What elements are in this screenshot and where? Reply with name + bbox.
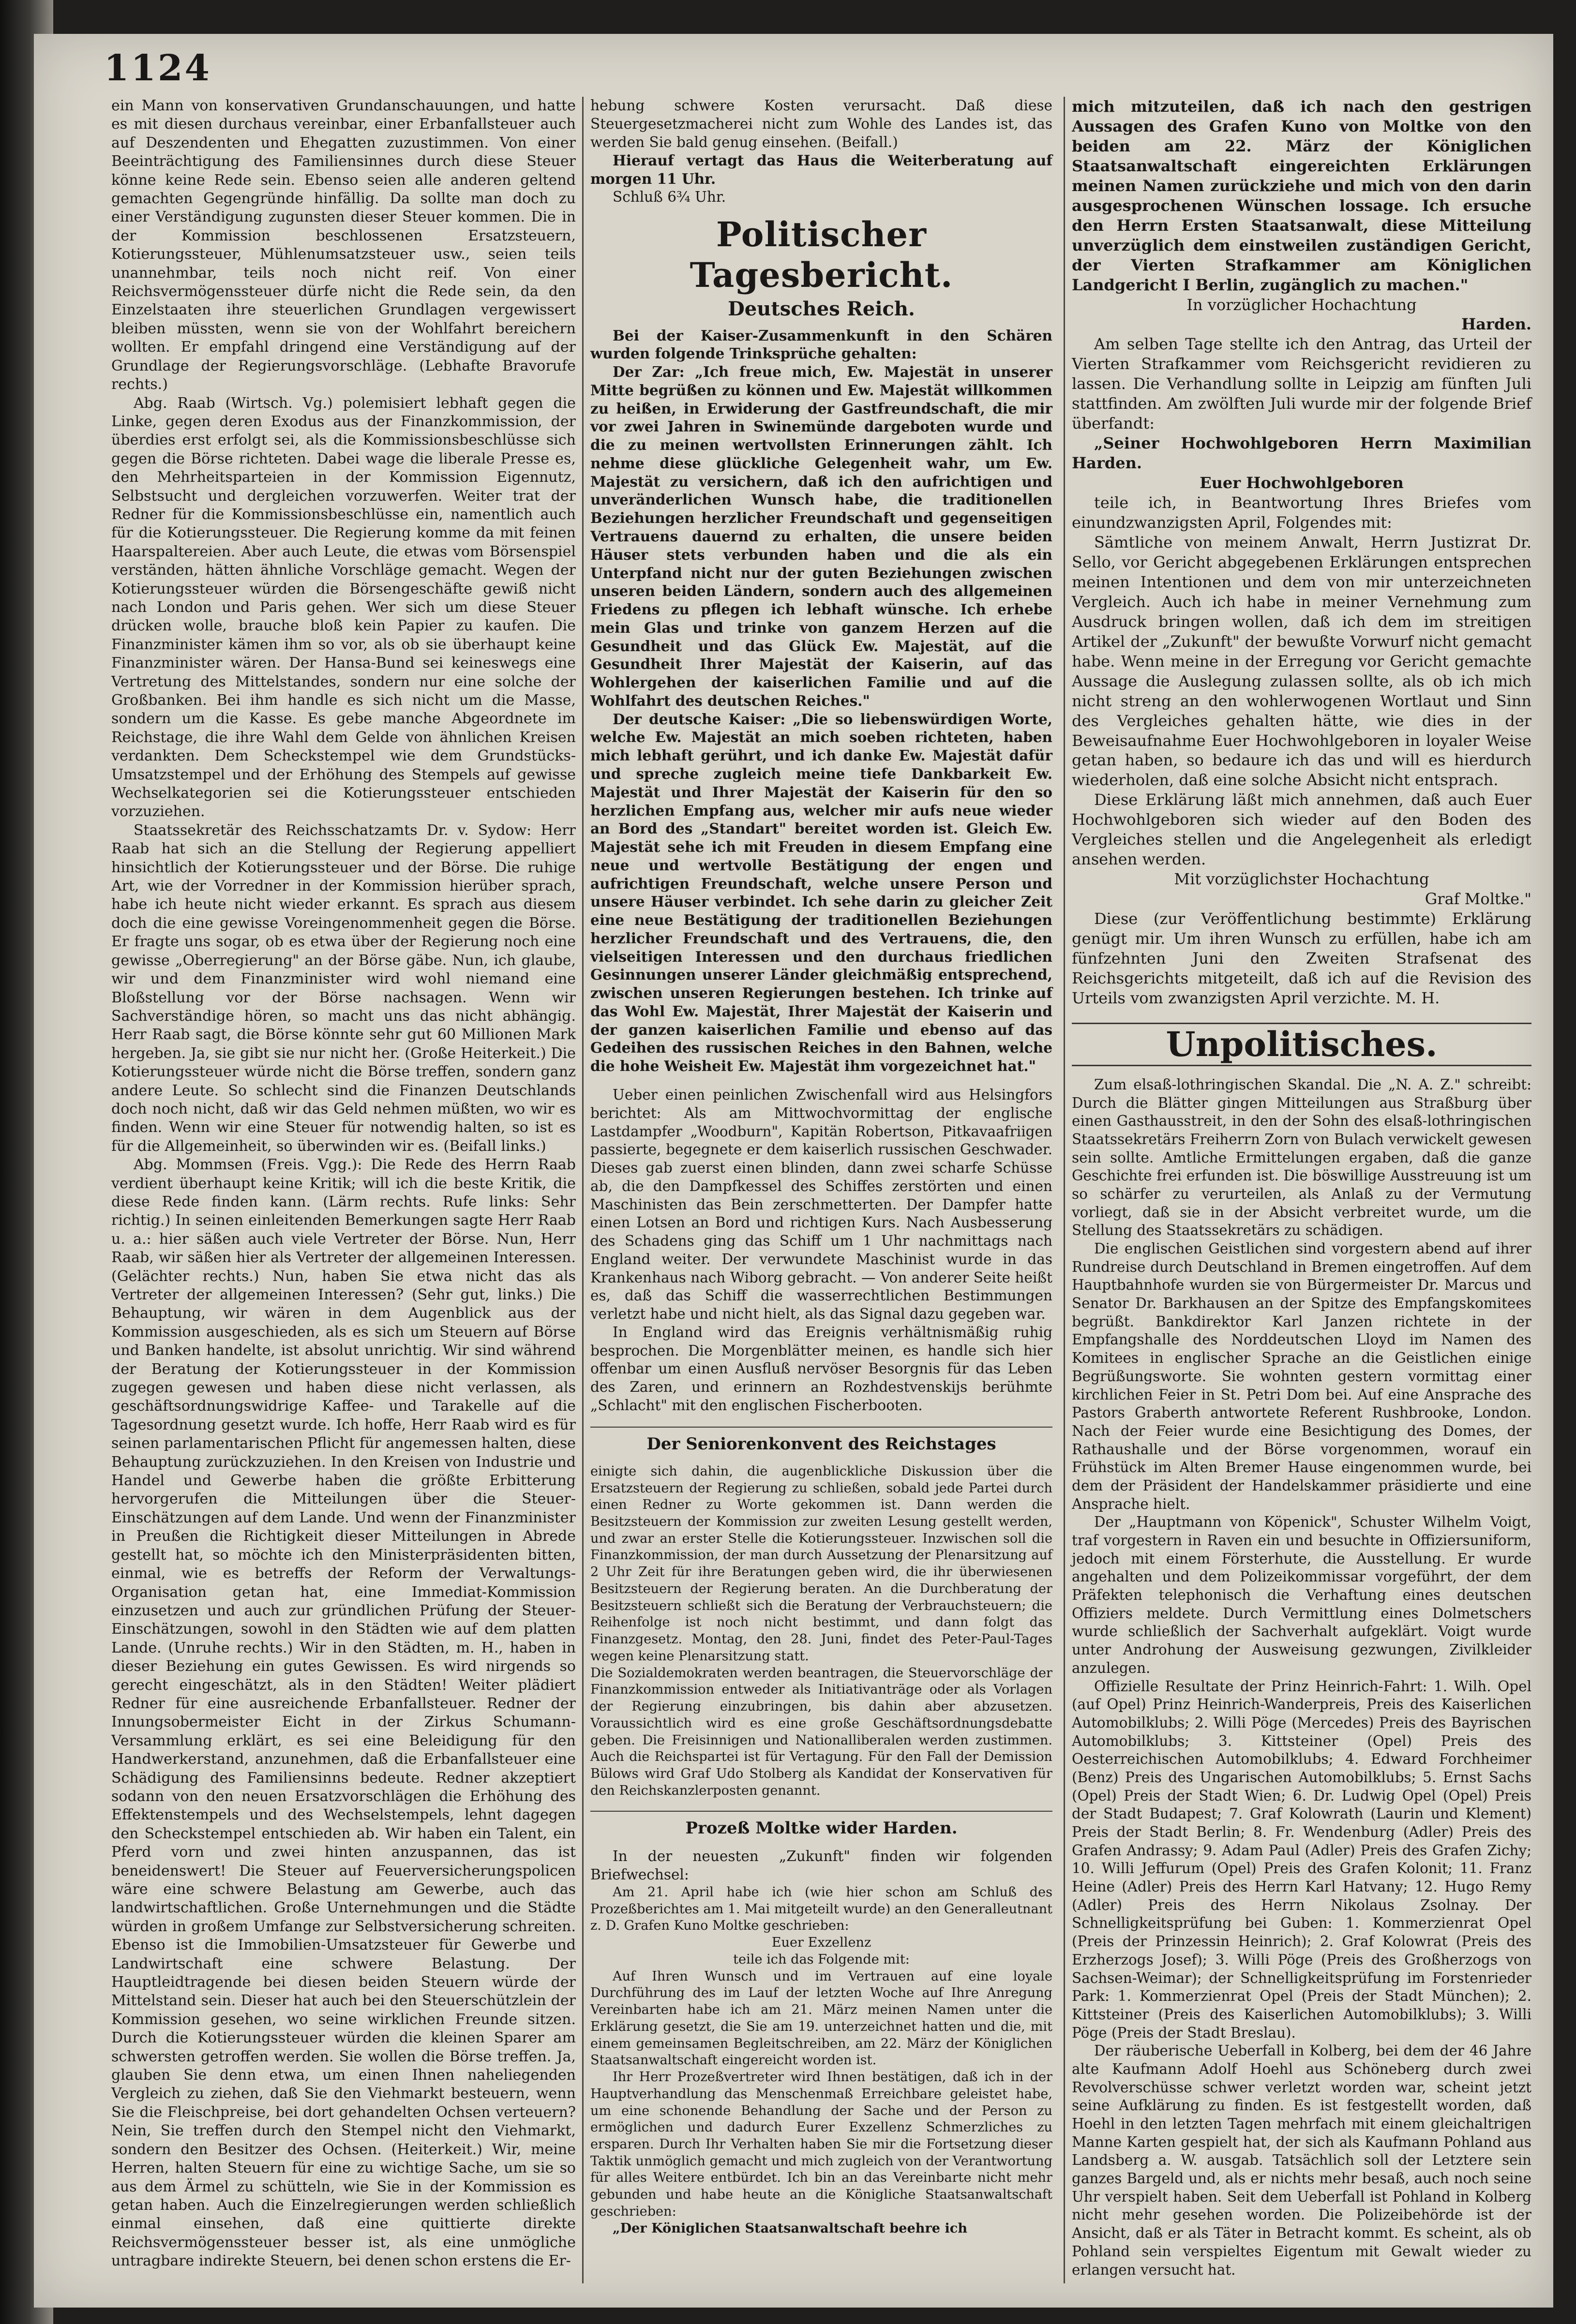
paragraph: Ihr Herr Prozeßvertreter wird Ihnen bestätigen, daß ich in der Hauptverhandlung das Menschenmaß Erreichbare geleistet habe, um eine schonende Behandlung der Sache und der Person zu ermöglichen und dadurch Eurer Exzellenz Schmerzliches zu ersparen. Durch Ihr Verhalten haben Sie mir die Fortsetzung dieser Taktik unmöglich gemacht und mich zugleich von der Verantwortung für alles Weitere entbürdet. Ich bin an das Vereinbarte nicht mehr gebunden und habe heute an die Königliche Staatsanwaltschaft geschrieben: (590, 2070, 1052, 2219)
paragraph: einigte sich dahin, die augenblickliche Diskussion über die Ersatzsteuern der Regierung zu schließen, sobald jede Partei durch einen Redner zu Worte gekommen ist. Dann werden die Besitzsteuern der Kommission zur zweiten Lesung gestellt werden, und zwar an erster Stelle die Kotierungssteuer. Inzwischen soll die Finanzkommission, der man durch Aussetzung der Plenarsitzung auf 2 Uhr Zeit für ihre Beratungen geben wird, die ihr überwiesenen Besitzsteuern der Regierung beraten. An die Durchberatung der Besitzsteuern schließt sich die Beratung der Verbrauchsteuern; die Reihenfolge ist noch nicht bestimmt, und dann folgt das Finanzgesetz. Montag, den 28. Juni, findet des Peter-Paul-Tages wegen keine Plenarsitzung statt. Die Sozialdemokraten werden beantragen, die Steuervorschläge der Finanzkommission entweder als Initiativanträge oder als Vorlagen der Regierung einzubringen, bis dahin aber abzusetzen. Voraussichtlich wird es eine große Geschäftsordnungsdebatte geben. Die Freisinnigen und Nationalliberalen werden zustimmen. Auch die Reichspartei ist für Vertagung. Für den Fall der Demission Bülows wird Graf Udo Stolberg als Kandidat der Konservativen für den Reichskanzlerposten genannt. (590, 1463, 1052, 1798)
paragraph: Abg. Mommsen (Freis. Vgg.): Die Rede des Herrn Raab verdient überhaupt keine Kritik; will ich die beste Kritik, die diese Rede finden kann. (Lärm rechts. Rufe links: Sehr richtig.) In seinen einleitenden Bemerkungen sagte Herr Raab u. a.: hier säßen auch viele Vertreter der Börse. Nun, Herr Raab, wir säßen hier als Vertreter der allgemeinen Interessen. (Gelächter rechts.) Nun, haben Sie etwa nicht das als Vertreter der allgemeinen Interessen? (Sehr gut, links.) Die Behauptung, wir wären in dem Augenblick aus der Kommission ausgeschieden, als es sich um Steuern auf Börse und Banken handelte, ist absolut unrichtig. Wir sind während der Beratung der Kotierungssteuer in der Kommission zugegen gewesen und haben diese nicht verlassen, als geschäftsordnungswidrige Kaffee- und Tarakelle auf die Tagesordnung gesetzt wurde. Ich hoffe, Herr Raab wird es für seinen parlamentarischen Pflicht für angemessen halten, diese Behauptung zurückzuziehen. In den Kreisen von Industrie und Handel und Gewerbe haben die größte Erbitterung hervorgerufen die Mitteilungen über die Steuer-Einschätzungen auf dem Lande. Und wenn der Finanzminister in Preußen die Richtigkeit dieser Mitteilungen in Abrede gestellt hat, so möchte ich den Ministerpräsidenten bitten, einmal, wie es betreffs der Reform der Verwaltungs-Organisation getan hat, eine Immediat-Kommission einzusetzen und auch zur gründlichen Prüfung der Steuer-Einschätzungen, sowohl in den Städten wie auf dem platten Lande. (Unruhe rechts.) Wir in den Städten, m. H., haben in dieser Beziehung ein gutes Gewissen. Es wird nirgends so gerecht eingeschätzt, als in den Städten! Weiter plädiert Redner für eine ausreichende Erbanfallsteuer. Redner der Innungsobermeister Eicht in der Zirkus Schumann-Versammlung erklärt, es sei eine Beleidigung für den Handwerkerstand, anzunehmen, daß die Erbanfallsteuer eine Schädigung des Familiensinns bedeute. Redner akzeptiert sodann von den neuen Ersatzvorschlägen die Erhöhung des Effektenstempels und des Wechselstempels, lehnt dagegen den Scheckstempel entschieden ab. Wir haben ein Talent, ein Pferd vorn und zwei hinten anzuspannen, das ist beneidenswert! Die Steuer auf Feuerversicherungspolicen wäre eine schwere Belastung am Gewerbe, auch das landwirtschaftlichen. Große Unternehmungen und die Städte würden in großem Umfange zur Selbstversicherung schreiten. Ebenso ist die Immobilien-Umsatzsteuer für Gewerbe und Landwirtschaft eine schwere Belastung. Der Hauptleidtragende bei diesen beiden Steuern würde der Mittelstand sein. Dieser hat auch bei den Steuerschützlein der Kommission gesehen, wo seine wirklichen Freunde sitzen. Durch die Kotierungssteuer würden die kleinen Sparer am schwersten getroffen werden. Sie wollen die Börse treffen. Ja, glauben Sie denn etwa, um einen Ihnen naheliegenden Vergleich zu ziehen, daß Sie den Viehmarkt besteuern, wenn Sie die Fleischpreise, bei dort gehandelten Ochsen verteuern? Nein, Sie treffen durch den Stempel nicht den Viehmarkt, sondern den Besitzer des Ochsen. (Heiterkeit.) Wir, meine Herren, halten Steuern für eine zu wichtige Sache, um sie so aus dem Ärmel zu schütteln, wie Sie in der Kommission es getan haben. Auch die Einzelregierungen werden schließlich einmal einsehen, daß eine quittierte direkte Reichsvermögenssteuer besser ist, als eine unmögliche untragbare indirekte Steuern, bei denen schon erstens die Er- (111, 1156, 576, 2270)
letter-subline: teile ich, in Beantwortung Ihres Briefes vom einundzwanzigsten April, Folgendes mit: (1072, 493, 1531, 532)
column-left (111, 97, 576, 2271)
paragraph: Am selben Tage stellte ich den Antrag, das Urteil der Vierten Strafkammer vom Reichsgericht revidieren zu lassen. Die Verhandlung sollte in Leipzig am fünften Juli stattfinden. Am zwölften Juli wurde mir der folgende Brief überfandt: (1072, 335, 1531, 433)
column-rule (1064, 97, 1065, 2283)
paragraph: Hierauf vertagt das Haus die Weiterberatung auf morgen 11 Uhr. (590, 152, 1052, 188)
paragraph: Abg. Raab (Wirtsch. Vg.) polemisiert lebhaft gegen die Linke, gegen deren Exodus aus der Finanzkommission, der überdies erst erfolgt sei, als die Kommissionsbeschlüsse sich gegen die Börse richteten. Dabei wage die liberale Presse es, den Mehrheitsparteien in der Kommission Eigennutz, Selbstsucht und dergleichen vorzuwerfen. Weiter trat der Redner für die Kommissionsbeschlüsse ein, namentlich auch für die Kotierungssteuer. Die Regierung komme da mit feinen Haarspaltereien. Aber auch Leute, die etwas vom Börsenspiel verständen, hätten ähnliche Vorschläge gemacht. Wegen der Kotierungssteuer würden die Börsengeschäfte gewiß nicht nach London und Paris gehen. Wer sich um diese Steuer drücken wolle, brauche bloß kein Papier zu kaufen. Die Finanzminister kämen ihm so vor, als ob sie überhaupt keine Finanzminister wären. Der Hansa-Bund sei keineswegs eine Vertretung des Mittelstandes, sondern nur eine solche der Großbanken. Bei ihm handle es sich nicht um die Masse, sondern um die Kasse. Es gebe manche Abgeordnete im Reichstage, die ihre Wahl dem Gelde von ähnlichen Kreisen verdankten. Dem Scheckstempel wie dem Grundstücks-Umsatzstempel und der Erhöhung des Stempels auf gewisse Wechselkategorien sei die Kotierungssteuer entschieden vorzuziehen. (111, 394, 576, 820)
paragraph: Der räuberische Ueberfall in Kolberg, bei dem der 46 Jahre alte Kaufmann Adolf Hoehl aus Schöneberg durch zwei Revolverschüsse schwer verletzt worden war, scheint jetzt seine Aufklärung zu finden. Es ist festgestellt worden, daß Hoehl in den letzten Tagen mehrfach mit einem gleichaltrigen Manne Karten gespielt hat, der sich als Kaufmann Pohland aus Landsberg a. W. ausgab. Tatsächlich soll der Letztere sein ganzes Bargeld und, als er nichts mehr besaß, auch noch seine Uhr verspielt haben. Seit dem Ueberfall ist Pohland in Kolberg nicht mehr gesehen worden. Die Polizeibehörde ist der Ansicht, daß er als Täter in Betracht kommt. Es scheint, als ob Pohland sein verspieltes Eigentum mit Gewalt wieder zu erlangen versucht hat. (1072, 2042, 1531, 2278)
column-right (1072, 97, 1531, 2279)
column-middle (590, 97, 1052, 2237)
paragraph: Bei der Kaiser-Zusammenkunft in den Schären wurden folgende Trinksprüche gehalten: (590, 327, 1052, 362)
page-number: 1124 (104, 47, 211, 89)
letter-salutation: Euer Hochwohlgeboren (1200, 474, 1404, 492)
section-subtitle: Deutsches Reich. (728, 297, 915, 320)
paragraph: ein Mann von konservativen Grundanschauungen, und hatte es mit diesen durchaus vereinbar, einer Erbanfallsteuer auch auf Deszendenten und Ehegatten zuzustimmen. Von einer Beeinträchtigung des Familiensinnes durch diese Steuer könne keine Rede sein. Ebenso seien alle anderen geltend gemachten Gegengründe hinfällig. Da sollte man doch zu einer Verständigung zugunsten dieser Steuer kommen. Die in der Kommission beschlossenen Ersatzsteuern, Kotierungssteuer, Mühlenumsatzsteuer usw., seien teils unannehmbar, teils noch nicht reif. Von einer Reichsvermögenssteuer dürfe nicht die Rede sein, da den Einzelstaaten ihre steuerlichen Grundlagen vergewissert bleiben müssten, wenn sie von der Wohlfahrt bereichern wollten. Er empfahl dringend eine Verständigung auf der Grundlage der Regierungsvorschläge. (Lebhafte Bravorufe rechts.) (111, 97, 576, 393)
paragraph: Diese (zur Veröffentlichung bestimmte) Erklärung genügt mir. Um ihren Wunsch zu erfüllen, habe ich am fünfzehnten Juni den Zweiten Strafsenat des Reichsgerichts mitgeteilt, daß ich auf die Revision des Urteils vom zwanzigsten April verzichte. M. H. (1072, 909, 1531, 1007)
paragraph: Schluß 6¾ Uhr. (613, 188, 726, 205)
paragraph: Zum elsaß-lothringischen Skandal. Die „N. A. Z." schreibt: Durch die Blätter gingen Mitteilungen aus Straßburg über einen Gasthausstreit, in den der Sohn des elsaß-lothringischen Staatssekretärs Freiherrn Zorn von Bulach verwickelt gewesen sein sollte. Amtliche Ermittelungen ergaben, daß die ganze Geschichte frei erfunden ist. Die böswillige Ausstreuung ist um so schärfer zu verurteilen, als Anlaß zu der Vermutung vorliegt, daß sie in der Absicht verbreitet wurde, um die Stellung des Staatssekretärs zu schädigen. (1072, 1076, 1531, 1239)
section-heading: Der Seniorenkonvent des Reichstages (590, 1427, 1052, 1456)
paragraph: Offizielle Resultate der Prinz Heinrich-Fahrt: 1. Wilh. Opel (auf Opel) Prinz Heinrich-Wanderpreis, Preis des Kaiserlichen Automobilklubs; 2. Willi Pöge (Mercedes) Preis des Bayrischen Automobilklubs; 3. Kittsteiner (Opel) Preis des Oesterreichischen Automobilklubs; 4. Edward Forchheimer (Benz) Preis des Ungarischen Automobilklubs; 5. Ernst Sachs (Opel) Preis der Stadt Wien; 6. Dr. Ludwig Opel (Opel) Preis der Stadt Budapest; 7. Graf Kolowrath (Laurin und Klement) Preis der Stadt Berlin; 8. Fr. Wendenburg (Adler) Preis des Grafen Andrassy; 9. Adam Paul (Adler) Preis des Grafen Zichy; 10. Willi Jeffurum (Opel) Preis des Grafen Kolonit; 11. Franz Heine (Adler) Preis des Herrn Karl Hatvany; 12. Hugo Remy (Adler) Preis des Herrn Nikolaus Zsolnay. Der Schnelligkeitsprüfung bei Guben: 1. Kommerzienrat Opel (Preis der Prinzessin Heinrich); 2. Graf Kolowrat (Preis des Erzherzogs Josef); 3. Willi Pöge (Preis des Großherzogs von Sachsen-Weimar); der Schnelligkeitsprüfung im Forstenrieder Park: 1. Kommerzienrat Opel (Preis der Stadt München); 2. Kittsteiner (Preis des Kaiserlichen Automobilklubs); 3. Willi Pöge (Preis der Stadt Breslau). (1072, 1678, 1531, 2041)
paragraph: Der deutsche Kaiser: „Die so liebenswürdigen Worte, welche Ew. Majestät an mich soeben richteten, haben mich lebhaft gerührt, und ich danke Ew. Majestät dafür und spreche zugleich meine tiefe Dankbarkeit Ew. Majestät und Ihrer Majestät der Kaiserin für den so herzlichen Empfang aus, welcher mir aufs neue wieder an Bord des „Standart" bereitet worden ist. Gleich Ew. Majestät sehe ich mit Freuden in diesem Empfang eine neue und wertvolle Bestätigung der engen und aufrichtigen Freundschaft, welche unsere Person und unsere Häuser verbindet. Ich sehe darin zu gleicher Zeit eine neue Bestätigung der traditionellen Beziehungen herzlicher Freundschaft und des Vertrauens, die, den vielseitigen Interessen und den durchaus friedlichen Gesinnungen unserer Länder gleichmäßig entsprechend, zwischen unseren Regierungen bestehen. Ich trinke auf das Wohl Ew. Majestät, Ihrer Majestät der Kaiserin und der ganzen kaiserlichen Familie und ebenso auf das Gedeihen des russischen Reiches in den Bahnen, welche die hohe Weisheit Ew. Majestät ihm vorgezeichnet hat." (590, 710, 1052, 1075)
letter-signature: Graf Moltke." (1425, 890, 1531, 909)
column-rule (582, 97, 584, 2283)
paragraph: Am 21. April habe ich (wie hier schon am Schluß des Prozeßberichtes am 1. Mai mitgeteilt wurde) an den Generalleutnant z. D. Grafen Kuno Moltke geschrieben: (590, 1884, 1052, 1934)
paragraph: Auf Ihren Wunsch und im Vertrauen auf eine loyale Durchführung des im Lauf der letzten Woche auf Ihre Anregung Vereinbarten habe ich am 21. März meinen Namen unter die Erklärung gesetzt, die Sie am 19. unterzeichnet hatten und die, mit einem gemeinsamen Begleitschreiben, am 22. März der Königlichen Staatsanwaltschaft eingereicht worden ist. (590, 1968, 1052, 2068)
section-heading: Prozeß Moltke wider Harden. (590, 1811, 1052, 1840)
paragraph: Diese Erklärung läßt mich annehmen, daß auch Euer Hochwohlgeboren sich wieder auf den Boden des Vergleiches stellen und die Angelegenheit als erledigt ansehen werden. (1072, 790, 1531, 869)
paragraph: Ueber einen peinlichen Zwischenfall wird aus Helsingfors berichtet: Als am Mittwochvormittag der englische Lastdampfer „Woodburn", Kapitän Robertson, Pitkavaafriigen passierte, begegnete er dem kaiserlich russischen Geschwader. Dieses gab zuerst einen blinden, dann zwei scharfe Schüsse ab, die den Dampfkessel des Schiffes zerstörten und einen Maschinisten das Bein zerschmetterten. Der Dampfer hatte einen Lotsen an Bord und richtigen Kurs. Nach Ausbesserung des Schadens ging das Schiff um 1 Uhr nachmittags nach England weiter. Der verwundete Maschinist wurde in das Krankenhaus nach Wiborg gebracht. — Von anderer Seite heißt es, daß das Schiff die wasserrechtlichen Bestimmungen verletzt habe und nicht hielt, als das Signal dazu gegeben war. (590, 1086, 1052, 1323)
paragraph: „Der Königlichen Staatsanwaltschaft beehre ich (613, 2220, 968, 2236)
paragraph: In England wird das Ereignis verhältnismäßig ruhig besprochen. Die Morgenblätter meinen, es handle sich hier offenbar um einen Ausfluß nervöser Besorgnis für das Leben des Zaren, und erinnern an Rozhdestvenskijs berühmte „Schlacht" mit den englischen Fischerbooten. (590, 1324, 1052, 1414)
section-title: Unpolitisches. (1072, 1023, 1531, 1066)
paragraph: Der Zar: „Ich freue mich, Ew. Majestät in unserer Mitte begrüßen zu können und Ew. Majestät willkommen zu heißen, in Erwiderung der Gastfreundschaft, die mir vor zwei Jahren in Swinemünde dargeboten wurde und die zu meinen wertvollsten Erinnerungen zählt. Ich nehme diese glückliche Gelegenheit wahr, um Ew. Majestät zu versichern, daß ich den aufrichtigen und unveränderlichen Wunsch habe, die traditionellen Beziehungen herzlicher Freundschaft und gegenseitigen Vertrauens dauernd zu erhalten, die unsere beiden Häuser stets verbunden haben und die als ein Unterpfand nicht nur der guten Beziehungen zwischen unseren beiden Ländern, sondern auch des allgemeinen Friedens zu pflegen ich lebhaft wünsche. Ich erhebe mein Glas und trinke von ganzem Herzen auf die Gesundheit und das Glück Ew. Majestät, auf die Gesundheit Ihrer Majestät der Kaiserin, auf das Wohlergehen der kaiserlichen Familie und auf die Wohlfahrt des deutschen Reiches." (590, 363, 1052, 709)
letter-closing: Mit vorzüglichster Hochachtung (1174, 870, 1429, 889)
letter-closing: In vorzüglicher Hochachtung (1186, 295, 1417, 314)
letter-heading: „Seiner Hochwohlgeboren Herrn Maximilian Harden. (1072, 434, 1531, 473)
letter-subline: teile ich das Folgende mit: (733, 1952, 910, 1967)
letter-salutation: Euer Exzellenz (771, 1935, 871, 1951)
paragraph: Staatssekretär des Reichsschatzamts Dr. v. Sydow: Herr Raab hat sich an die Stellung der Regierung appelliert hinsichtlich der Kotierungssteuer und der Börse. Die ruhige Art, wie der Vorredner in der Kommission hierüber sprach, habe ich heute nicht wieder erkannt. Es sprach aus diesem doch die eine gewisse Voreingenommenheit gegen die Börse. Er fragte uns sogar, ob es etwa über der Regierung noch eine gewisse „Oberregierung" an der Börse gäbe. Nun, ich glaube, wir und dem Finanzminister wird wohl niemand eine Bloßstellung vor der Börse nachsagen. Wenn wir Sachverständige hören, so macht uns das nicht abhängig. Herr Raab sagt, die Börse könnte sehr gut 60 Millionen Mark hergeben. Ja, sie gibt sie nur nicht her. (Große Heiterkeit.) Die Kotierungssteuer würde nicht die Börse treffen, sondern ganz andere Leute. So schlecht sind die Finanzen Deutschlands doch noch nicht, daß wir das Geld nehmen müßten, wo wir es finden. Wenn wir eine Steuer für notwendig halten, so ist es für die Allgemeinheit, so überwinden wir es. (Beifall links.) (111, 821, 576, 1155)
section-title: Politischer Tagesbericht. (690, 214, 953, 295)
paragraph: Sämtliche von meinem Anwalt, Herrn Justizrat Dr. Sello, vor Gericht abgegebenen Erklärungen entsprechen meinen Intentionen und dem von mir unterzeichneten Vergleich. Auch ich habe in meiner Vernehmung zum Ausdruck bringen wollen, daß ich dem im streitigen Artikel der „Zukunft" der bewußte Vorwurf nicht gemacht habe. Wenn meine in der Erregung vor Gericht gemachte Aussage die Auslegung zulassen sollte, als ob ich mich nicht streng an den wohlerwogenen Wortlaut und Sinn des Vergleiches gehalten hätte, wie dies in der Beweisaufnahme Euer Hochwohlgeboren in loyaler Weise getan haben, so bedaure ich das und will es hierdurch wiederholen, daß eine solche Absicht nicht entsprach. (1072, 533, 1531, 790)
paragraph: mich mitzuteilen, daß ich nach den gestrigen Aussagen des Grafen Kuno von Moltke von den beiden am 22. März der Königlichen Staatsanwaltschaft eingereichten Erklärungen meinen Namen zurückziehe und mich von den darin ausgesprochenen Wünschen lossage. Ich ersuche den Herrn Ersten Staatsanwalt, diese Mitteilung unverzüglich dem einstweilen zuständigen Gericht, der Vierten Strafkammer am Königlichen Landgericht I Berlin, zugänglich zu machen." (1072, 97, 1531, 294)
letter-signature: Harden. (1461, 315, 1531, 334)
paragraph: Die englischen Geistlichen sind vorgestern abend auf ihrer Rundreise durch Deutschland in Bremen eingetroffen. Auf dem Hauptbahnhofe wurden sie von Bürgermeister Dr. Marcus und Senator Dr. Barkhausen an der Spitze des Empfangskomitees begrüßt. Bankdirektor Karl Janzen richtete in der Empfangshalle des Norddeutschen Lloyd im Namen des Komitees in englischer Sprache an die Geistlichen einige Begrüßungsworte. Sie wohnten gestern vormittag einer kirchlichen Feier in St. Petri Dom bei. Auf eine Ansprache des Pastors Graberth antwortete Referent Rushbrooke, London. Nach der Feier wurde eine Besichtigung des Domes, der Rathaushalle und der Börse vorgenommen, worauf ein Frühstück im Alten Bremer Hause eingenommen wurde, bei dem der Präsident der Handelskammer präsidierte und eine Ansprache hielt. (1072, 1240, 1531, 1512)
paragraph: hebung schwere Kosten verursacht. Daß diese Steuergesetzmacherei nicht zum Wohle des Landes ist, das werden Sie bald genug einsehen. (Beifall.) (590, 97, 1052, 150)
paragraph: In der neuesten „Zukunft" finden wir folgenden Briefwechsel: (590, 1848, 1052, 1883)
paragraph: Der „Hauptmann von Köpenick", Schuster Wilhelm Voigt, traf vorgestern in Raven ein und besuchte in Offiziersuniform, jedoch mit einem Försterhute, die Ausstellung. Er wurde angehalten und dem Polizeikommissar vorgeführt, der dem Präfekten telephonisch die Verhaftung eines deutschen Offiziers meldete. Durch Vermittlung eines Dolmetschers wurde schließlich der Sachverhalt aufgeklärt. Voigt wurde unter Androhung der Ausweisung gezwungen, Zivilkleider anzulegen. (1072, 1514, 1531, 1676)
